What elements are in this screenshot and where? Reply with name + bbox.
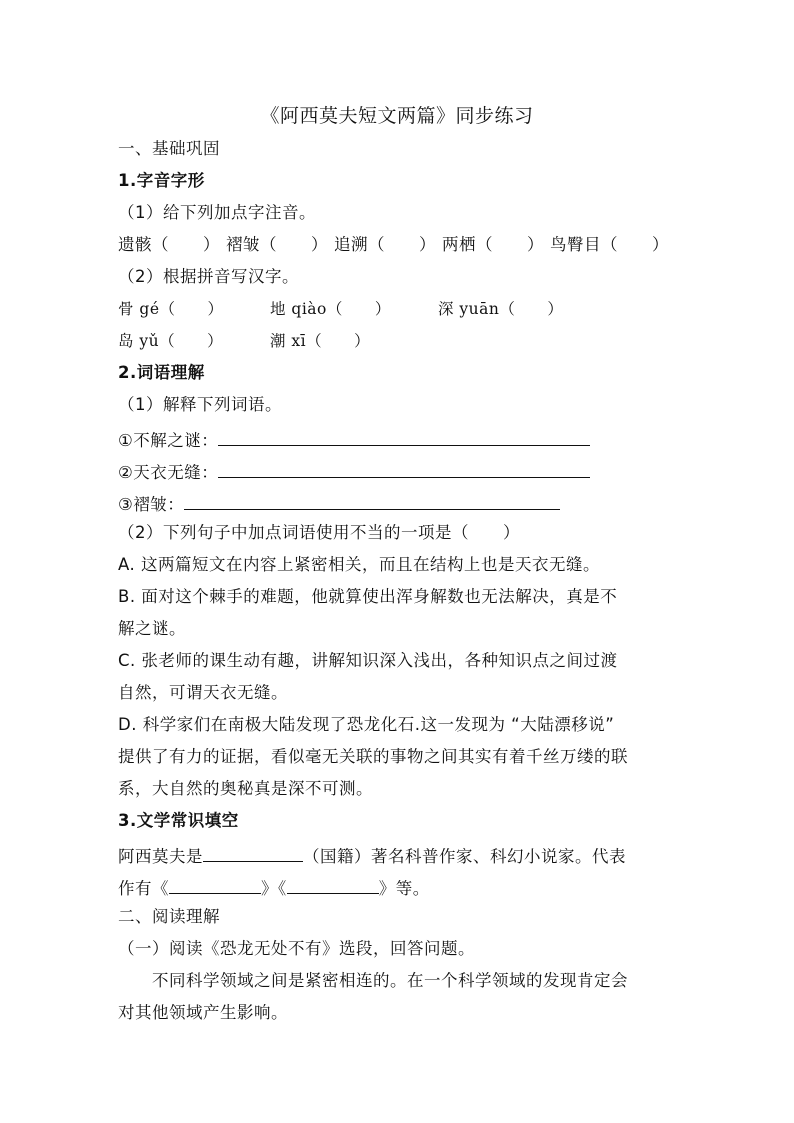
pinyin-item: 骨 gé（ ） <box>118 300 224 318</box>
term-definition-line <box>118 459 678 483</box>
annotation-item: 褶皱（ ） <box>226 235 328 254</box>
question-1-part-1: （1）给下列加点字注音。 <box>118 203 316 222</box>
question-2-part-2: （2）下列句子中加点词语使用不当的一项是（ ） <box>118 523 520 542</box>
question-2-part-1: （1）解释下列词语。 <box>118 395 282 414</box>
option-d-line-1: D. 科学家们在南极大陆发现了恐龙化石.这一发现为 “大陆漂移说” <box>118 715 615 734</box>
annotation-item: 鸟臀目（ ） <box>550 235 669 254</box>
annotation-item: 追溯（ ） <box>334 235 436 254</box>
literature-fill-line-1 <box>118 843 678 867</box>
question-2-heading: 2.词语理解 <box>118 363 205 382</box>
fill-text: 作有《 <box>118 879 169 898</box>
option-b-line-1: B. 面对这个棘手的难题，他就算使出浑身解数也无法解决，真是不 <box>118 587 618 606</box>
page-title: 《阿西莫夫短文两篇》同步练习 <box>260 105 534 127</box>
answer-blank[interactable] <box>218 427 590 446</box>
pinyin-item: 岛 yǔ（ ） <box>118 332 224 350</box>
work-title-blank[interactable] <box>287 875 379 894</box>
fill-text: 》等。 <box>378 879 430 898</box>
option-a: A. 这两篇短文在内容上紧密相关，而且在结构上也是天衣无缝。 <box>118 555 600 574</box>
term-label: ③褶皱： <box>118 495 185 514</box>
nationality-blank[interactable] <box>203 843 303 862</box>
pinyin-item: 深 yuān（ ） <box>438 300 564 318</box>
fill-text: （国籍）著名科普作家、科幻小说家。代表 <box>303 847 626 866</box>
option-c-line-1: C. 张老师的课生动有趣，讲解知识深入浅出，各种知识点之间过渡 <box>118 651 618 670</box>
question-1-part-2: （2）根据拼音写汉字。 <box>118 267 299 286</box>
reading-passage-line-2: 对其他领域产生影响。 <box>118 1003 288 1022</box>
answer-blank[interactable] <box>218 459 590 478</box>
question-1-heading: 1.字音字形 <box>118 171 205 190</box>
answer-blank[interactable] <box>184 491 560 510</box>
section-heading-basics: 一、基础巩固 <box>118 139 220 158</box>
term-definition-line <box>118 427 678 451</box>
fill-text: 阿西莫夫是 <box>118 847 203 866</box>
work-title-blank[interactable] <box>169 875 261 894</box>
pinyin-item: 地 qiào（ ） <box>270 300 391 318</box>
option-b-line-2: 解之谜。 <box>118 619 186 638</box>
term-definition-line <box>118 491 678 515</box>
term-label: ①不解之谜： <box>118 431 219 450</box>
annotation-item: 两栖（ ） <box>442 235 544 254</box>
option-d-line-3: 系，大自然的奥秘真是深不可测。 <box>118 779 373 798</box>
term-label: ②天衣无缝： <box>118 463 219 482</box>
fill-text: 》《 <box>261 879 287 898</box>
option-c-line-2: 自然，可谓天衣无缝。 <box>118 683 288 702</box>
section-heading-reading: 二、阅读理解 <box>118 907 220 926</box>
pinyin-item: 潮 xī（ ） <box>270 332 371 350</box>
question-3-heading: 3.文学常识填空 <box>118 811 239 830</box>
reading-passage-line-1: 不同科学领域之间是紧密相连的。在一个科学领域的发现肯定会 <box>118 971 628 990</box>
reading-part-1-instruction: （一）阅读《恐龙无处不有》选段，回答问题。 <box>118 939 475 958</box>
option-d-line-2: 提供了有力的证据，看似毫无关联的事物之间其实有着千丝万缕的联 <box>118 747 628 766</box>
literature-fill-line-2 <box>118 875 678 899</box>
annotation-item: 遗骸（ ） <box>118 235 220 254</box>
